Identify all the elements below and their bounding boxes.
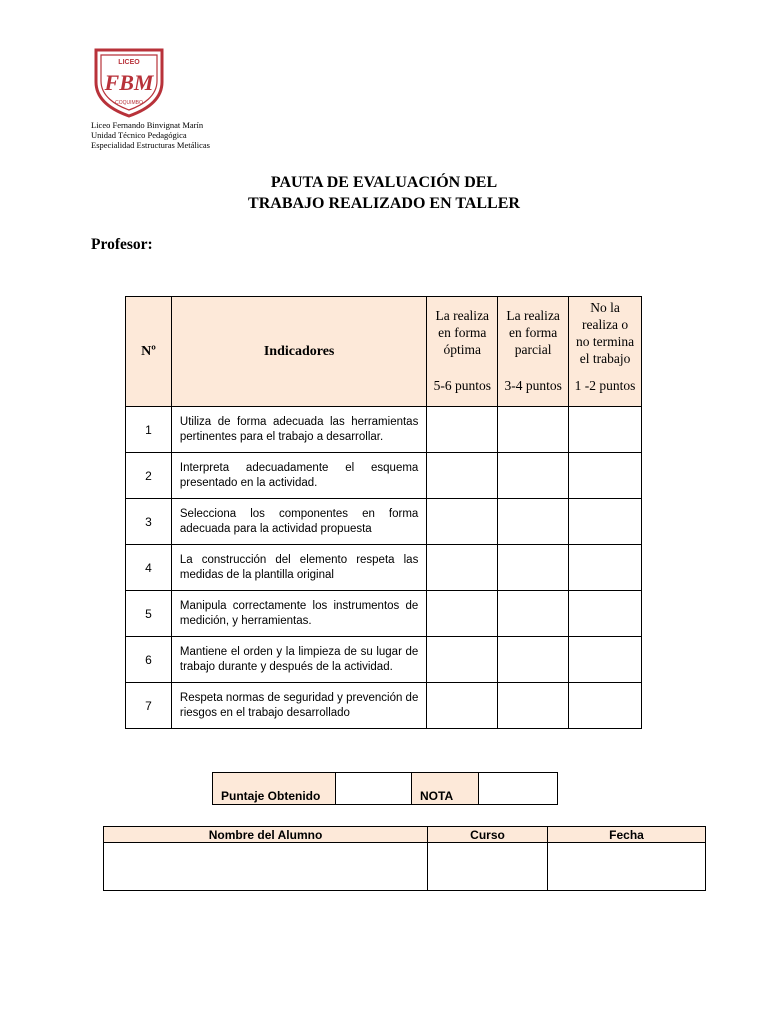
header-partial: La realiza en forma parcial 3-4 puntos xyxy=(498,297,569,407)
table-header-row xyxy=(126,297,642,407)
document-title xyxy=(0,172,768,214)
header-indicators: Indicadores xyxy=(171,297,426,407)
table-row: 2 Interpreta adecuadamente el esquema presentado en la actividad. xyxy=(126,453,642,499)
points-obtained-label: Puntaje Obtenido xyxy=(213,773,336,805)
table-row: 7 Respeta normas de seguridad y prevención de riesgos en el trabajo desarrollado xyxy=(126,683,642,729)
title-line-2: TRABAJO REALIZADO EN TALLER xyxy=(248,195,520,212)
header-optimal: La realiza en forma óptima 5-6 puntos xyxy=(427,297,498,407)
institution-unit: Unidad Técnico Pedagógica xyxy=(91,130,187,140)
score-cell[interactable] xyxy=(569,499,642,545)
header-date: Fecha xyxy=(548,827,706,843)
institution-name: Liceo Fernando Binvignat Marín xyxy=(91,120,204,130)
score-cell[interactable] xyxy=(427,591,498,637)
profesor-label: Profesor: xyxy=(91,236,153,253)
score-cell[interactable] xyxy=(569,591,642,637)
score-cell[interactable] xyxy=(427,637,498,683)
score-cell[interactable] xyxy=(498,591,569,637)
student-info-table xyxy=(103,826,706,891)
score-table xyxy=(212,772,558,805)
score-cell[interactable] xyxy=(427,407,498,453)
points-partial: 3-4 puntos xyxy=(504,378,562,393)
institution-specialty: Especialidad Estructuras Metálicas xyxy=(91,140,210,150)
score-cell[interactable] xyxy=(569,545,642,591)
score-cell[interactable] xyxy=(498,453,569,499)
score-cell[interactable] xyxy=(427,499,498,545)
score-cell[interactable] xyxy=(427,453,498,499)
date-field[interactable] xyxy=(548,843,706,891)
score-cell[interactable] xyxy=(569,407,642,453)
header-course: Curso xyxy=(428,827,548,843)
svg-text:FBM: FBM xyxy=(104,70,154,95)
table-row: 1 Utiliza de forma adecuada las herramientas pertinentes para el trabajo a desarrollar. xyxy=(126,407,642,453)
evaluation-table xyxy=(125,296,642,729)
student-name-field[interactable] xyxy=(104,843,428,891)
points-optimal: 5-6 puntos xyxy=(433,378,491,393)
table-row: 6 Mantiene el orden y la limpieza de su lugar de trabajo durante y después de la actividad. xyxy=(126,637,642,683)
school-crest-logo xyxy=(92,44,166,118)
table-row: 3 Selecciona los componentes en forma adecuada para la actividad propuesta xyxy=(126,499,642,545)
svg-text:COQUIMBO: COQUIMBO xyxy=(115,100,143,106)
score-cell[interactable] xyxy=(498,637,569,683)
score-cell[interactable] xyxy=(569,453,642,499)
score-cell[interactable] xyxy=(498,407,569,453)
header-not-done: No la realiza o no termina el trabajo 1 -2 puntos xyxy=(569,297,642,407)
header-student-name: Nombre del Alumno xyxy=(104,827,428,843)
score-cell[interactable] xyxy=(498,545,569,591)
score-cell[interactable] xyxy=(569,637,642,683)
table-row: 5 Manipula correctamente los instrumentos de medición, y herramientas. xyxy=(126,591,642,637)
institution-info xyxy=(91,120,210,150)
score-cell[interactable] xyxy=(498,499,569,545)
score-cell[interactable] xyxy=(498,683,569,729)
table-row: 4 La construcción del elemento respeta las medidas de la plantilla original xyxy=(126,545,642,591)
points-obtained-field[interactable] xyxy=(336,773,412,805)
header-number: Nº xyxy=(126,297,172,407)
score-cell[interactable] xyxy=(427,545,498,591)
score-cell[interactable] xyxy=(569,683,642,729)
score-cell[interactable] xyxy=(427,683,498,729)
svg-text:LICEO: LICEO xyxy=(118,59,140,66)
points-not-done: 1 -2 puntos xyxy=(574,378,636,393)
grade-field[interactable] xyxy=(479,773,558,805)
grade-label: NOTA xyxy=(412,773,479,805)
title-line-1: PAUTA DE EVALUACIÓN DEL xyxy=(270,174,498,191)
course-field[interactable] xyxy=(428,843,548,891)
